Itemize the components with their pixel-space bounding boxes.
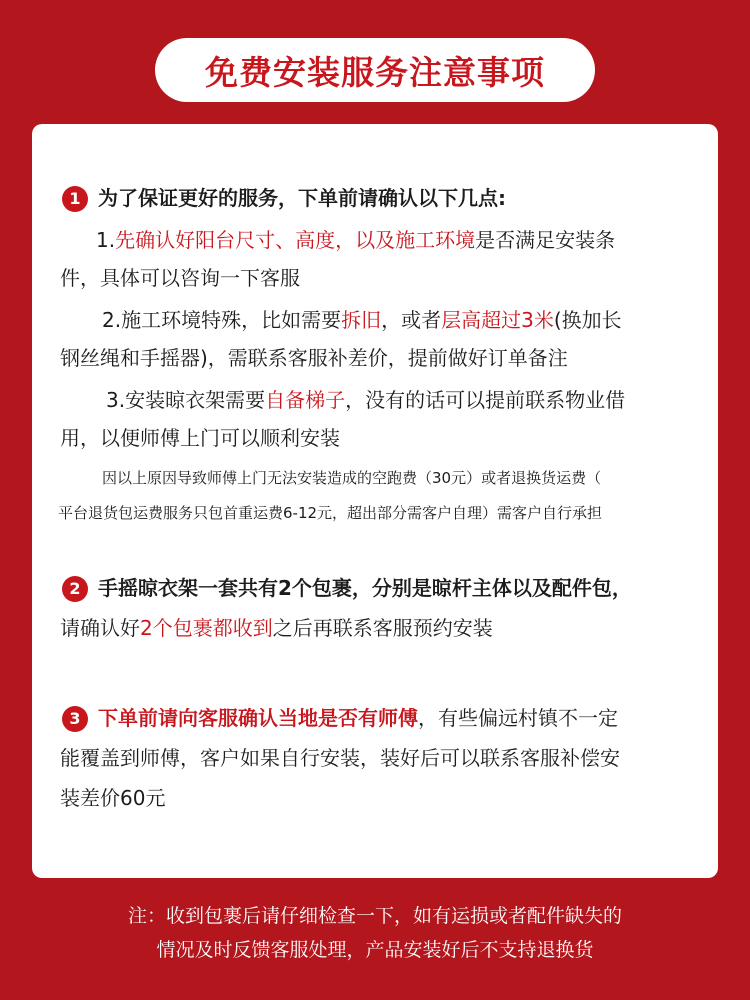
- item-1-prefix: 1.: [96, 228, 116, 252]
- section-1-item-3-line-2: 用，以便师傅上门可以顺利安装: [60, 426, 340, 450]
- item-2-suffix: (换加长: [553, 308, 622, 332]
- section-2-prefix: 请确认好: [60, 616, 140, 640]
- section-2-line-1: 手摇晾衣架一套共有2个包裹，分别是晾杆主体以及配件包，: [98, 576, 632, 600]
- item-3-prefix: 3.安装晾衣架需要: [106, 388, 266, 412]
- section-1-heading: 为了保证更好的服务，下单前请确认以下几点:: [98, 186, 506, 210]
- item-2-mid: ，或者: [381, 308, 442, 332]
- section-1-item-1-line-2: 件，具体可以咨询一下客服: [60, 266, 300, 290]
- section-2-number-badge: 2: [62, 576, 88, 602]
- section-3-line-1: [98, 704, 618, 732]
- footer-note-line-1: 注：收到包裹后请仔细检查一下，如有运损或者配件缺失的: [127, 905, 622, 927]
- page-title: 免费安装服务注意事项: [155, 38, 595, 102]
- footer-note-line-2: 情况及时反馈客服处理，产品安装好后不支持退换货: [156, 939, 594, 961]
- section-3-number-badge: 3: [62, 706, 88, 732]
- item-1-highlight: 先确认好阳台尺寸、高度，以及施工环境: [115, 228, 476, 252]
- item-2-highlight-2: 层高超过3米: [441, 308, 554, 332]
- item-3-highlight: 自备梯子: [265, 388, 346, 412]
- section-1-note-line-2: 平台退货包运费服务只包首重运费6-12元，超出部分需客户自理）需客户自行承担: [58, 504, 603, 522]
- section-2-line-2: [60, 614, 493, 642]
- section-3-line-2: 能覆盖到师傅，客户如果自行安装，装好后可以联系客服补偿安: [60, 746, 620, 770]
- item-1-suffix: 是否满足安装条: [475, 228, 616, 252]
- item-3-suffix: ，没有的话可以提前联系物业借: [345, 388, 626, 412]
- section-1-item-2-line-1: [102, 306, 622, 334]
- section-2-suffix: 之后再联系客服预约安装: [272, 616, 493, 640]
- section-1-item-2-line-2: 钢丝绳和手摇器)，需联系客服补差价，提前做好订单备注: [60, 346, 568, 370]
- section-1-item-3-line-1: [106, 386, 625, 414]
- section-1-number-badge: 1: [62, 186, 88, 212]
- notice-card: [32, 124, 718, 878]
- item-2-prefix: 2.施工环境特殊，比如需要: [102, 308, 342, 332]
- section-3-line-3: 装差价60元: [60, 786, 166, 810]
- section-3-suffix: ，有些偏远村镇不一定: [418, 706, 618, 730]
- item-2-highlight-1: 拆旧: [341, 308, 382, 332]
- section-1-note-line-1: 因以上原因导致师傅上门无法安装造成的空跑费（30元）或者退换货运费（: [102, 469, 602, 487]
- section-2-highlight: 2个包裹都收到: [140, 616, 273, 640]
- section-1-item-1-line-1: [96, 226, 615, 254]
- section-3-highlight: 下单前请向客服确认当地是否有师傅: [98, 706, 418, 730]
